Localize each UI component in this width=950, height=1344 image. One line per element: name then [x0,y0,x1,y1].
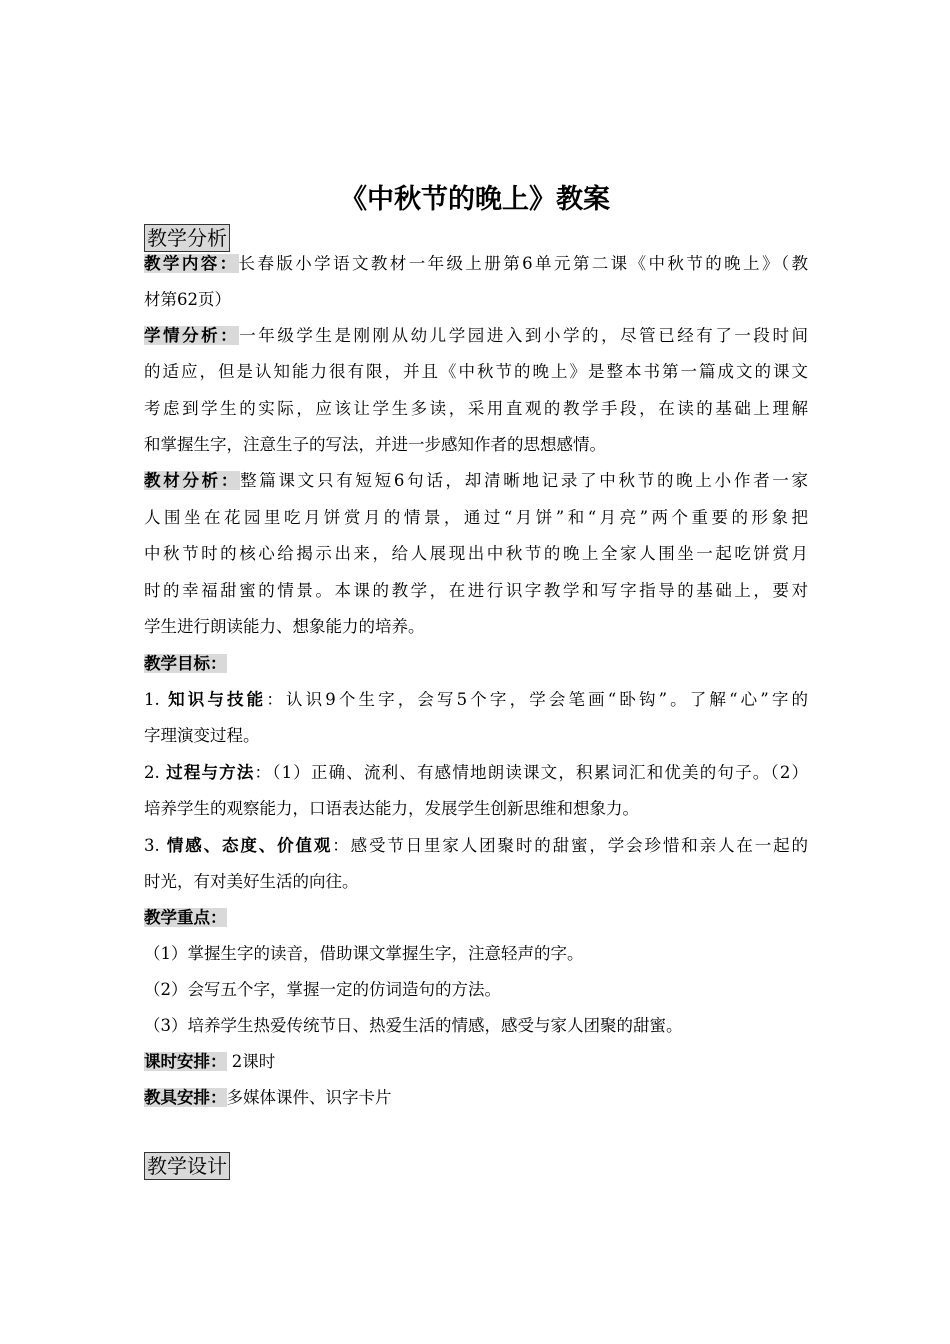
page-title: 《中秋节的晚上》教案 [340,184,610,215]
goal-3-text: ：感受节日里家人团聚时的甜蜜，学会珍惜和亲人在一起的 [332,836,808,855]
focus-item-2: （2）会写五个字，掌握一定的仿词造句的方法。 [144,980,501,999]
tools-value: 多媒体课件、识字卡片 [226,1088,392,1107]
goal-2-line-1 [144,761,808,785]
focus-item-3: （3）培养学生热爱传统节日、热爱生活的情感，感受与家人团聚的甜蜜。 [144,1016,683,1035]
schedule-line [144,1050,808,1074]
student-line-3: 考虑到学生的实际，应该让学生多读，采用直观的教学手段，在读的基础上理解 [144,399,808,418]
goal-1-label: 知识与技能 [168,690,267,709]
content-label: 教学内容： [144,254,239,273]
focus-item-1: （1）掌握生字的读音，借助课文掌握生字，注意轻声的字。 [144,944,584,963]
tools-line [144,1086,808,1110]
goal-1-text: ：认识9个生字，会写5个字，学会笔画“卧钩”。了解“心”字的 [266,690,808,709]
student-label: 学情分析： [144,326,240,345]
goal-3-label: 情感、态度、价值观 [166,836,333,855]
student-text-1: 一年级学生是刚刚从幼儿学园进入到小学的，尽管已经有了一段时间 [239,326,808,345]
goal-3-line-1 [144,834,808,858]
goal-1-line-2: 字理演变过程。 [144,726,260,745]
material-label: 教材分析： [144,471,241,490]
goal-2-number: 2. [144,763,167,782]
focus-label: 教学重点： [144,908,227,927]
schedule-value: 2课时 [226,1052,276,1071]
goal-2-label: 过程与方法 [166,763,255,782]
material-line-3: 中秋节时的核心给揭示出来，给人展现出中秋节的晚上全家人围坐一起吃饼赏月 [144,544,808,563]
tools-label: 教具安排： [144,1088,227,1107]
material-line-1 [144,469,808,493]
goal-1-line-1 [144,688,808,712]
goals-heading [144,652,808,676]
focus-heading [144,906,808,930]
goal-2-line-2: 培养学生的观察能力，口语表达能力，发展学生创新思维和想象力。 [144,799,639,818]
student-line-4: 和掌握生字，注意生子的写法，并进一步感知作者的思想感情。 [144,435,606,454]
goal-2-text: ：（1）正确、流利、有感情地朗读课文，积累词汇和优美的句子。（2） [254,763,808,782]
content-line-2: 材第62页） [144,290,231,309]
goal-1-number: 1. [144,690,169,709]
goals-label: 教学目标： [144,654,227,673]
schedule-label: 课时安排： [144,1052,227,1071]
content-line-1 [144,252,808,276]
material-line-5: 学生进行朗读能力、想象能力的培养。 [144,617,425,636]
material-line-2: 人围坐在花园里吃月饼赏月的情景，通过“月饼”和“月亮”两个重要的形象把 [144,508,808,527]
section-heading-design: 教学设计 [144,1152,230,1180]
student-line-1 [144,324,808,348]
goal-3-line-2: 时光，有对美好生活的向往。 [144,872,359,891]
student-line-2: 的适应，但是认知能力很有限，并且《中秋节的晚上》是整本书第一篇成文的课文 [144,362,808,381]
goal-3-number: 3. [144,836,167,855]
content-text-1: 长春版小学语文教材一年级上册第6单元第二课《中秋节的晚上》（教 [238,254,808,273]
material-text-1: 整篇课文只有短短6句话，却清晰地记录了中秋节的晚上小作者一家 [240,471,808,490]
material-line-4: 时的幸福甜蜜的情景。本课的教学，在进行识字教学和写字指导的基础上，要对 [144,581,808,600]
section-heading-analysis: 教学分析 [144,224,230,252]
